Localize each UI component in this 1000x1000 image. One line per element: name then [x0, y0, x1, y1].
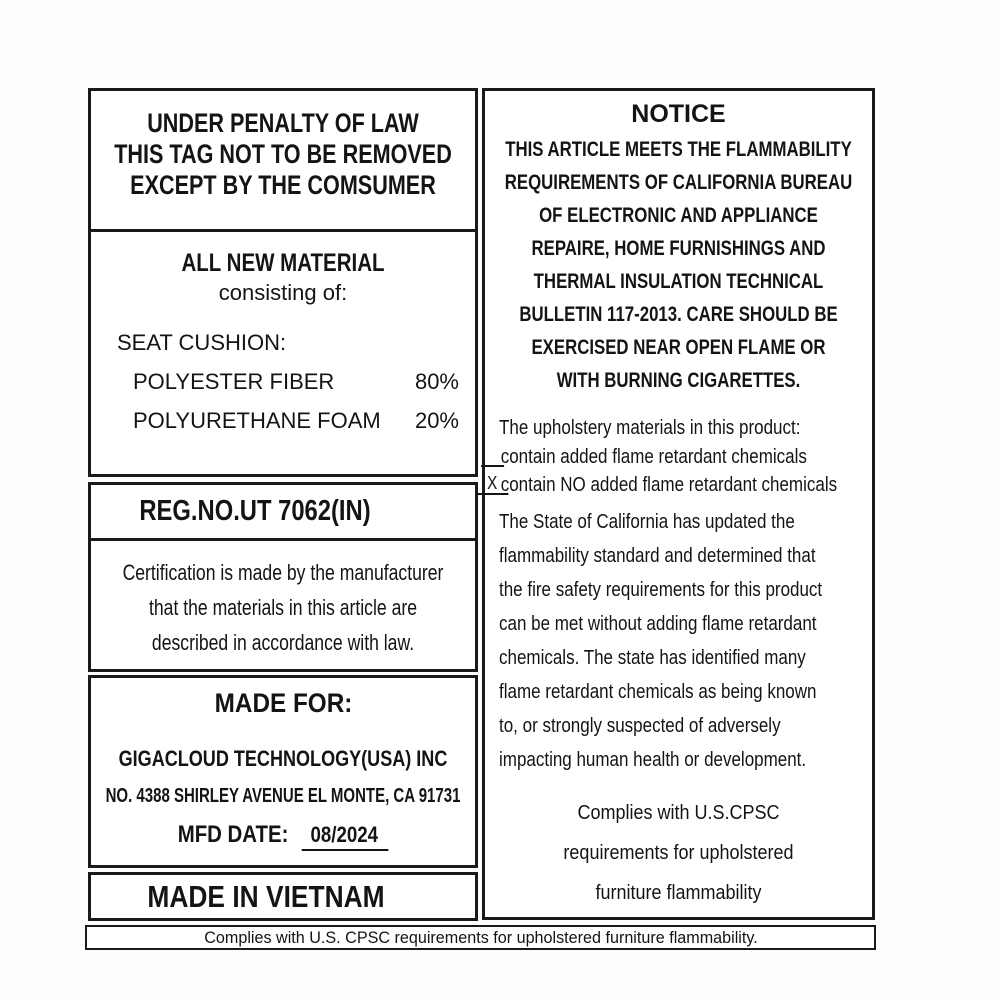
- state-line: to, or strongly suspected of adversely: [499, 715, 781, 737]
- option-text: contain added flame retardant chemicals: [500, 446, 807, 468]
- material-title: ALL NEW MATERIAL: [181, 249, 385, 277]
- material-row: [105, 369, 461, 395]
- notice-line: WITH BURNING CIGARETTES.: [556, 369, 801, 392]
- material-percent: 80%: [414, 369, 459, 394]
- company-address: NO. 4388 SHIRLEY AVENUE EL MONTE, CA 91731: [105, 785, 461, 807]
- company-name: GIGACLOUD TECHNOLOGY(USA) INC: [118, 746, 448, 771]
- left-column: [88, 88, 478, 921]
- state-line: chemicals. The state has identified many: [499, 647, 806, 669]
- certification-line: Certification is made by the manufacturer: [122, 560, 444, 585]
- seat-cushion-label: SEAT CUSHION:: [117, 330, 287, 355]
- state-line: can be met without adding flame retardant: [499, 613, 817, 635]
- penalty-line: EXCEPT BY THE COMSUMER: [130, 170, 436, 200]
- material-percent: 20%: [414, 408, 459, 433]
- made-for-title: MADE FOR:: [214, 688, 352, 718]
- penalty-text: [91, 108, 475, 201]
- notice-paragraph: [499, 133, 858, 397]
- company-wrap: [91, 746, 475, 772]
- certification-text: [91, 555, 475, 660]
- option-text: contain NO added flame retardant chemicals: [500, 474, 838, 496]
- notice-line: OF ELECTRONIC AND APPLIANCE: [539, 204, 818, 227]
- notice-box: [482, 88, 875, 920]
- footer-wrap: [88, 928, 873, 948]
- flame-retardant-option: [487, 471, 873, 499]
- notice-line: THERMAL INSULATION TECHNICAL: [533, 270, 824, 293]
- material-subtitle: consisting of:: [218, 280, 348, 305]
- origin-wrap: [74, 879, 458, 915]
- cpsc-line: requirements for upholstered: [563, 842, 794, 864]
- mfd-date-row: [91, 821, 475, 851]
- flame-retardant-option: [499, 443, 873, 471]
- upholstery-intro: The upholstery materials in this product:: [499, 417, 801, 439]
- penalty-line: UNDER PENALTY OF LAW: [147, 108, 419, 138]
- footer-strip: [85, 925, 876, 950]
- state-paragraph: [499, 505, 873, 777]
- notice-line: REQUIREMENTS OF CALIFORNIA BUREAU: [504, 171, 853, 194]
- cpsc-line: furniture flammability: [595, 882, 762, 904]
- option-x-mark: X: [476, 474, 508, 495]
- notice-title: NOTICE: [631, 100, 726, 128]
- notice-line: BULLETIN 117-2013. CARE SHOULD BE: [519, 303, 838, 326]
- state-line: impacting human health or development.: [499, 749, 807, 771]
- made-for-title-wrap: [91, 688, 475, 718]
- material-row: [105, 408, 461, 434]
- state-line: flammability standard and determined that: [499, 545, 816, 567]
- flame-retardant-section: [487, 413, 873, 777]
- certification-line: described in accordance with law.: [151, 630, 415, 655]
- state-line: flame retardant chemicals as being known: [499, 681, 817, 703]
- notice-line: REPAIRE, HOME FURNISHINGS AND: [531, 237, 826, 260]
- cpsc-compliance: [499, 793, 858, 913]
- origin-text: MADE IN VIETNAM: [147, 878, 385, 914]
- address-wrap: [91, 785, 475, 808]
- certification-line: that the materials in this article are: [148, 595, 418, 620]
- penalty-line: THIS TAG NOT TO BE REMOVED: [114, 139, 452, 169]
- material-title-wrap: [91, 248, 475, 278]
- notice-line: THIS ARTICLE MEETS THE FLAMMABILITY: [505, 138, 852, 161]
- registration-box: [88, 482, 478, 541]
- material-name: POLYURETHANE FOAM: [133, 408, 381, 433]
- state-line: the fire safety requirements for this product: [499, 579, 823, 601]
- origin-box: [88, 872, 478, 921]
- cpsc-line: Complies with U.S.CPSC: [577, 802, 780, 824]
- option-blank-mark: [481, 465, 504, 467]
- footer-text: Complies with U.S. CPSC requirements for upholstered furniture flammability.: [203, 927, 758, 947]
- made-for-box: [88, 675, 478, 868]
- certification-box: [88, 538, 478, 672]
- state-line: The State of California has updated the: [499, 511, 795, 533]
- material-box: [88, 229, 478, 477]
- penalty-box: [88, 88, 478, 232]
- notice-line: EXERCISED NEAR OPEN FLAME OR: [531, 336, 826, 359]
- mfd-date-value: 08/2024: [302, 822, 388, 851]
- registration-wrap: [63, 495, 447, 528]
- registration-number: REG.NO.UT 7062(IN): [139, 495, 371, 527]
- mfd-date-label: MFD DATE:: [177, 821, 289, 848]
- material-name: POLYESTER FIBER: [133, 369, 335, 394]
